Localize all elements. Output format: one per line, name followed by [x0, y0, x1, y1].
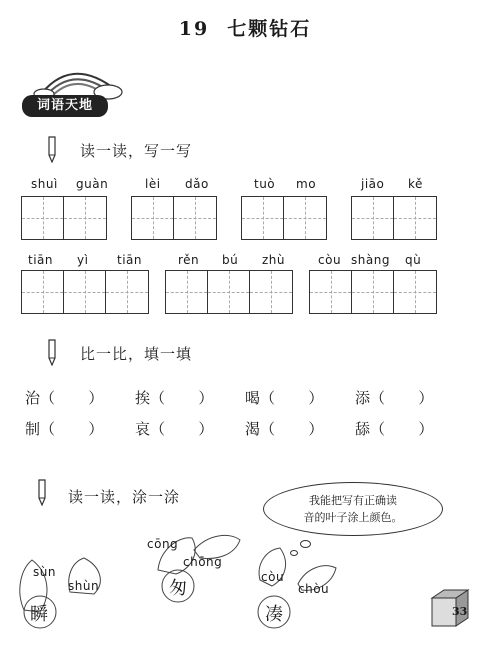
- section-badge: 词语天地: [22, 95, 108, 117]
- lesson-title: 七颗钻石: [227, 18, 312, 40]
- leaf-character: 凑: [265, 604, 283, 625]
- pinyin: dǎo: [185, 177, 209, 191]
- pinyin: zhù: [262, 253, 286, 267]
- leaf-character: 匆: [169, 578, 187, 599]
- pinyin: lèi: [145, 177, 161, 191]
- pinyin: tuò: [254, 177, 276, 191]
- pinyin: guàn: [76, 177, 109, 191]
- pencil-icon: [45, 338, 59, 366]
- pinyin: shuì: [31, 177, 58, 191]
- pinyin: bú: [222, 253, 239, 267]
- pinyin: tiān: [28, 253, 53, 267]
- leaf-pinyin[interactable]: sùn: [33, 565, 56, 579]
- lesson-number: 19: [178, 18, 210, 40]
- writing-grid[interactable]: [309, 270, 437, 314]
- pinyin: shàng: [351, 253, 390, 267]
- fill-blank[interactable]: 渴（ ）: [245, 420, 324, 438]
- writing-grid[interactable]: [165, 270, 293, 314]
- writing-grid[interactable]: [241, 196, 327, 240]
- writing-grid[interactable]: [131, 196, 217, 240]
- pinyin: kě: [408, 177, 423, 191]
- fill-blank[interactable]: 舔（ ）: [355, 420, 434, 438]
- pinyin: qù: [405, 253, 422, 267]
- section2-heading: 比一比，填一填: [80, 345, 193, 363]
- section1-heading: 读一读，写一写: [80, 142, 193, 160]
- leaf-pinyin[interactable]: shùn: [68, 579, 100, 593]
- fill-blank[interactable]: 哀（ ）: [135, 420, 214, 438]
- bubble-line: 音的叶子涂上颜色。: [303, 511, 403, 524]
- rainbow-cloud-icon: [30, 60, 125, 100]
- fill-blank[interactable]: 制（ ）: [25, 420, 104, 438]
- writing-grid[interactable]: [351, 196, 437, 240]
- page-title: [0, 14, 490, 41]
- pinyin: còu: [318, 253, 342, 267]
- leaf-pinyin[interactable]: còu: [261, 570, 285, 584]
- bubble-line: 我能把写有正确读: [309, 494, 397, 507]
- leaf-character: 瞬: [30, 604, 48, 625]
- pinyin: mo: [296, 177, 317, 191]
- leaf-pinyin[interactable]: chòu: [298, 582, 330, 596]
- fill-blank[interactable]: 挨（ ）: [135, 389, 214, 407]
- section3-heading: 读一读，涂一涂: [68, 488, 181, 506]
- pinyin: rěn: [178, 253, 200, 267]
- pinyin: tiān: [117, 253, 142, 267]
- pencil-icon: [45, 135, 59, 163]
- page-number: 33: [452, 605, 468, 618]
- pencil-icon: [35, 478, 49, 506]
- leaf-pinyin[interactable]: chōng: [183, 555, 223, 569]
- writing-grid[interactable]: [21, 196, 107, 240]
- writing-grid[interactable]: [21, 270, 149, 314]
- fill-blank[interactable]: 喝（ ）: [245, 389, 324, 407]
- pinyin: yì: [77, 253, 89, 267]
- leaf-pinyin[interactable]: cōng: [147, 537, 179, 551]
- fill-blank[interactable]: 治（ ）: [25, 389, 104, 407]
- fill-blank[interactable]: 添（ ）: [355, 389, 434, 407]
- pinyin: jiāo: [361, 177, 385, 191]
